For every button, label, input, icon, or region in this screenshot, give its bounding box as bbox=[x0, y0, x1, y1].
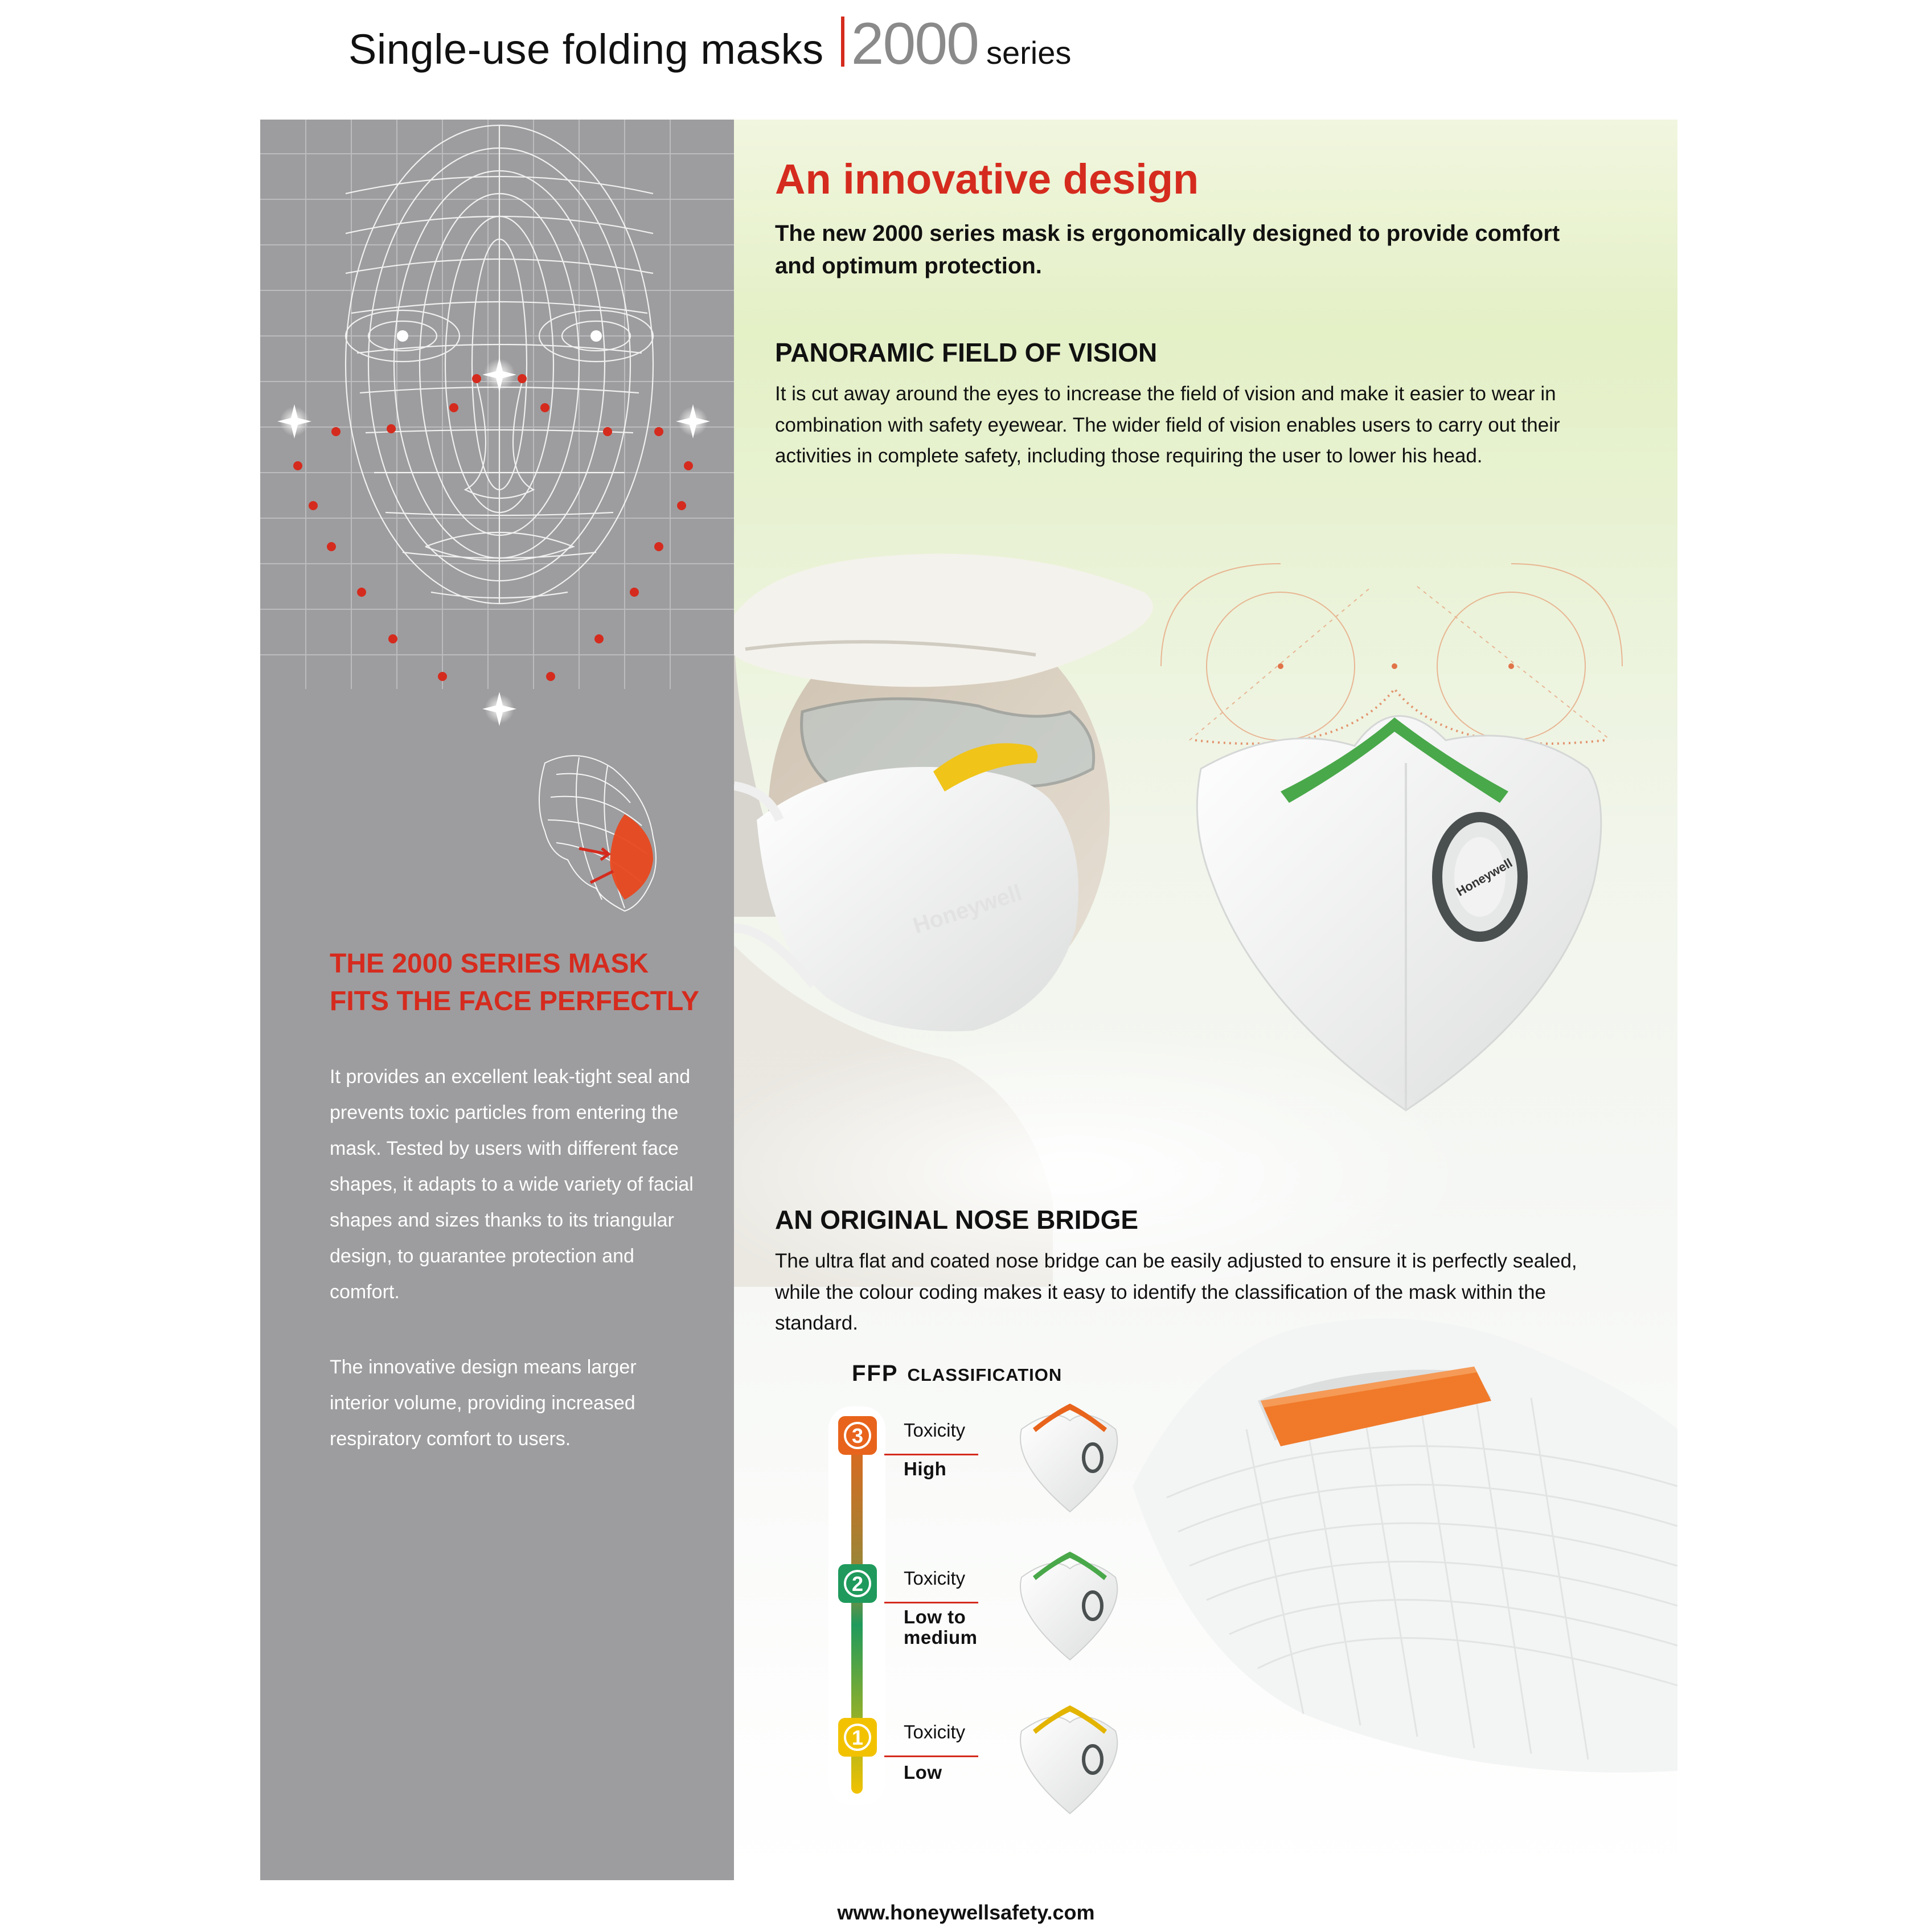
website-link[interactable]: www.honeywellsafety.com bbox=[837, 1901, 1095, 1924]
right-panel bbox=[734, 120, 1677, 1880]
panoramic-title: PANORAMIC FIELD OF VISION bbox=[775, 338, 1158, 367]
nose-bridge-title: AN ORIGINAL NOSE BRIDGE bbox=[775, 1205, 1139, 1234]
closeup-mask-photo bbox=[1133, 1318, 1677, 1772]
face-mesh-illustration bbox=[260, 120, 734, 917]
ffp1-level: Low bbox=[904, 1762, 942, 1783]
ffp3-toxicity-label: Toxicity bbox=[904, 1420, 966, 1441]
ffp1-divider bbox=[884, 1755, 978, 1757]
svg-text:2: 2 bbox=[851, 1572, 864, 1595]
ffp1-badge bbox=[837, 1717, 878, 1758]
ffp2-divider bbox=[884, 1602, 978, 1603]
fits-face-text: It provides an excellent leak-tight seal and prevents toxic particles from entering the mask. Tested by users with different face shapes, it adapts to a wide variety of facial shapes and sizes thanks to its triangular design, to guarantee protection and comfort. bbox=[330, 1066, 694, 1303]
fits-face-title-line1: THE 2000 SERIES MASK bbox=[330, 949, 649, 979]
page-title: Single-use folding masks bbox=[348, 26, 824, 73]
fits-face-title-line2: FITS THE FACE PERFECTLY bbox=[330, 986, 699, 1016]
ffp2-badge bbox=[837, 1563, 878, 1604]
left-panel bbox=[260, 120, 734, 1880]
fits-face-title bbox=[330, 945, 717, 1020]
ffp2-level-line1: Low to bbox=[904, 1606, 966, 1627]
series-number: 2000 bbox=[851, 11, 978, 77]
ffp3-badge bbox=[837, 1415, 878, 1456]
page-header bbox=[348, 10, 1072, 77]
ffp3-mask-thumbnail bbox=[1020, 1404, 1117, 1512]
classification-label: CLASSIFICATION bbox=[907, 1365, 1063, 1385]
design-subtitle: The new 2000 series mask is ergonomically designed to provide comfort and optimum protection. bbox=[775, 221, 1560, 278]
ffp-classification-heading bbox=[852, 1361, 1062, 1387]
worker-mask-brand: Honeywell bbox=[910, 880, 1025, 939]
ffp2-mask-thumbnail bbox=[1020, 1552, 1117, 1660]
ffp1-toxicity-label: Toxicity bbox=[904, 1721, 966, 1742]
panoramic-text: It is cut away around the eyes to increase the field of vision and make it easier to wear in combination with safety eyewear. The wider field of vision enables users to carry out their activities in complete safety, including those requiring the user to lower his head. bbox=[775, 383, 1560, 467]
ffp3-divider bbox=[884, 1454, 978, 1455]
ffp2-level bbox=[904, 1607, 978, 1648]
mask-brand-logo: Honeywell bbox=[1454, 855, 1515, 899]
svg-text:3: 3 bbox=[851, 1424, 864, 1447]
series-label: series bbox=[986, 35, 1072, 71]
design-title: An innovative design bbox=[775, 155, 1199, 203]
ffp2-level-line2: medium bbox=[904, 1627, 978, 1648]
ffp2-toxicity-label: Toxicity bbox=[904, 1568, 966, 1589]
ffp1-mask-thumbnail bbox=[1020, 1705, 1117, 1814]
ffp-label: FFP bbox=[852, 1361, 899, 1386]
nose-bridge-text: The ultra flat and coated nose bridge can be easily adjusted to ensure it is perfectly sealed, while the colour coding makes it easy to identify the classification of the mask within the standard. bbox=[775, 1250, 1577, 1334]
svg-text:1: 1 bbox=[851, 1726, 864, 1749]
interior-volume-text: The innovative design means larger interior volume, providing increased respiratory comfort to users. bbox=[330, 1356, 637, 1450]
ffp3-level: High bbox=[904, 1458, 947, 1479]
title-divider bbox=[841, 17, 844, 67]
